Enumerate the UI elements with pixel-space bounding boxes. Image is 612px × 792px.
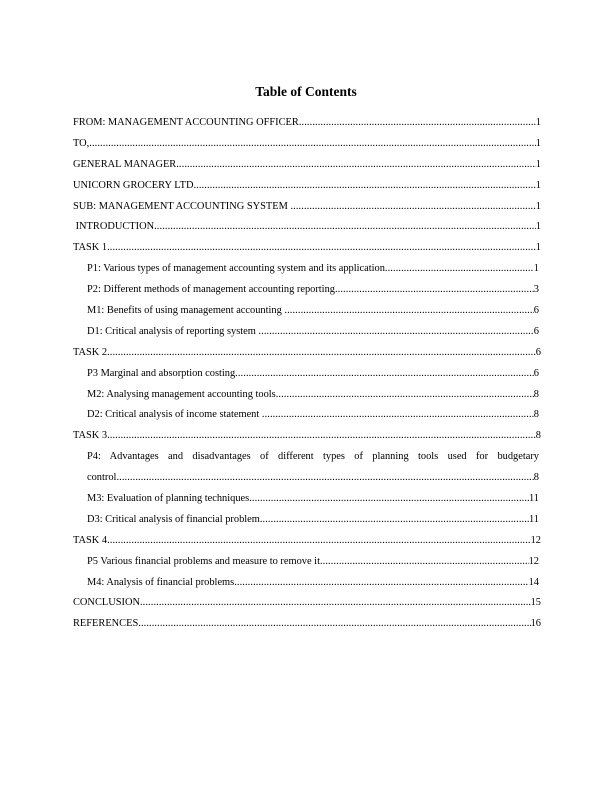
toc-entry[interactable] bbox=[73, 155, 541, 176]
toc-entry-text: M3: Evaluation of planning techniques bbox=[87, 493, 250, 505]
toc-entry[interactable] bbox=[73, 259, 539, 280]
toc-entry[interactable] bbox=[73, 301, 539, 322]
toc-entry-text: TASK 1 bbox=[73, 242, 108, 254]
toc-leader-dots bbox=[107, 531, 531, 552]
toc-entry-text: TASK 2 bbox=[73, 346, 108, 358]
toc-entry-text: TASK 4 bbox=[73, 534, 108, 546]
toc-leader-dots bbox=[299, 113, 536, 134]
toc-entry-text: P5 Various financial problems and measure to remove it bbox=[87, 555, 320, 567]
toc-entry-text: SUB: MANAGEMENT ACCOUNTING SYSTEM bbox=[73, 200, 291, 212]
toc-entry-page: 11 bbox=[528, 513, 539, 525]
toc-entry-text: UNICORN GROCERY LTD bbox=[73, 179, 194, 191]
toc-leader-dots bbox=[140, 593, 531, 614]
toc-entry[interactable] bbox=[73, 113, 541, 134]
toc-entry-text: D1: Critical analysis of reporting system bbox=[87, 325, 259, 337]
toc-leader-dots bbox=[116, 468, 533, 489]
toc-entry[interactable] bbox=[73, 510, 539, 531]
toc-entry-page: 6 bbox=[533, 367, 539, 379]
toc-leader-dots bbox=[107, 426, 536, 447]
toc-entry-text: P1: Various types of management accounting system and its application bbox=[87, 263, 385, 275]
toc-entry-line2 bbox=[87, 468, 539, 489]
toc-leader-dots bbox=[138, 614, 530, 635]
toc-leader-dots bbox=[262, 405, 534, 426]
toc-entry[interactable] bbox=[73, 176, 541, 197]
toc-entry-page: 8 bbox=[533, 472, 539, 484]
toc-entry-page: 1 bbox=[535, 242, 541, 254]
toc-entry-page: 1 bbox=[535, 200, 541, 212]
toc-leader-dots bbox=[335, 280, 534, 301]
toc-entry-page: 16 bbox=[530, 618, 541, 630]
toc-leader-dots bbox=[260, 510, 529, 531]
toc-entry-text: D3: Critical analysis of financial problem bbox=[87, 513, 260, 525]
toc-entry[interactable] bbox=[73, 489, 539, 510]
toc-entry-page: 6 bbox=[535, 346, 541, 358]
toc-entry-text: GENERAL MANAGER bbox=[73, 158, 177, 170]
toc-leader-dots bbox=[89, 134, 536, 155]
toc-entry[interactable] bbox=[73, 552, 539, 573]
toc-entry-text: CONCLUSION bbox=[73, 597, 140, 609]
toc-entry[interactable] bbox=[73, 197, 541, 218]
toc-entry-page: 14 bbox=[528, 576, 539, 588]
toc-entry-page: 11 bbox=[528, 493, 539, 505]
toc-leader-dots bbox=[235, 364, 534, 385]
toc-leader-dots bbox=[320, 552, 529, 573]
toc-entry-text: P3 Marginal and absorption costing bbox=[87, 367, 236, 379]
toc-entry[interactable] bbox=[73, 426, 541, 447]
toc-entry[interactable] bbox=[73, 447, 539, 489]
toc-entry-text: P2: Different methods of management accounting reporting bbox=[87, 284, 335, 296]
toc-leader-dots bbox=[107, 238, 536, 259]
toc-leader-dots bbox=[107, 343, 536, 364]
toc-entry-page: 1 bbox=[535, 179, 541, 191]
toc-entry-page: 1 bbox=[535, 137, 541, 149]
toc-entry-page: 12 bbox=[530, 534, 541, 546]
toc-entry[interactable] bbox=[73, 217, 541, 238]
toc-entry-page: 1 bbox=[535, 158, 541, 170]
toc-entry-text: FROM: MANAGEMENT ACCOUNTING OFFICER bbox=[73, 117, 299, 128]
toc-entry[interactable] bbox=[73, 531, 541, 552]
toc-entry-page: 12 bbox=[528, 555, 539, 567]
toc-entry[interactable] bbox=[73, 573, 539, 594]
toc-title: Table of Contents bbox=[255, 84, 357, 99]
toc-leader-dots bbox=[234, 573, 528, 594]
toc-entry-page: 15 bbox=[530, 597, 541, 609]
toc-leader-dots bbox=[193, 176, 535, 197]
toc-entry[interactable] bbox=[73, 405, 539, 426]
toc-entry-page: 8 bbox=[535, 430, 541, 442]
toc-entry-page: 1 bbox=[535, 221, 541, 233]
toc-entry-text-line1: P4: Advantages and disadvantages of different types of planning tools used for budgetary bbox=[87, 451, 539, 463]
toc-leader-dots bbox=[385, 259, 534, 280]
toc-entry[interactable] bbox=[73, 385, 539, 406]
toc-leader-dots bbox=[176, 155, 536, 176]
toc-entry[interactable] bbox=[73, 322, 539, 343]
toc-entry-page: 8 bbox=[533, 388, 539, 400]
toc-entry[interactable] bbox=[73, 593, 541, 614]
toc-entry-page: 8 bbox=[533, 409, 539, 421]
toc-entry[interactable] bbox=[73, 238, 541, 259]
toc-entry[interactable] bbox=[73, 280, 539, 301]
toc-entry-text: M4: Analysis of financial problems bbox=[87, 576, 235, 588]
toc-entry-page: 6 bbox=[533, 325, 539, 337]
toc-entry-text: REFERENCES bbox=[73, 618, 139, 630]
toc-leader-dots bbox=[249, 489, 529, 510]
toc-entry-page: 3 bbox=[533, 284, 539, 296]
toc-entry-text: D2: Critical analysis of income statement bbox=[87, 409, 262, 421]
toc-leader-dots bbox=[154, 217, 536, 238]
toc-entry-text: M2: Analysing management accounting tools bbox=[87, 388, 276, 400]
toc-leader-dots bbox=[290, 197, 535, 218]
toc-entry-page: 1 bbox=[535, 117, 541, 128]
toc-entry[interactable] bbox=[73, 134, 541, 155]
toc-list bbox=[73, 113, 543, 635]
toc-entry-text: TASK 3 bbox=[73, 430, 108, 442]
toc-entry-text: M1: Benefits of using management accounting bbox=[87, 305, 285, 317]
toc-entry[interactable] bbox=[73, 343, 541, 364]
toc-leader-dots bbox=[276, 385, 534, 406]
toc-leader-dots bbox=[258, 322, 533, 343]
toc-entry[interactable] bbox=[73, 614, 541, 635]
toc-entry-text-line2: control bbox=[87, 472, 117, 484]
toc-leader-dots bbox=[284, 301, 533, 322]
toc-entry[interactable] bbox=[73, 364, 539, 385]
toc-entry-text: TO, bbox=[73, 137, 90, 149]
toc-entry-page: 6 bbox=[533, 305, 539, 317]
toc-entry-text: INTRODUCTION bbox=[73, 221, 155, 233]
toc-entry-page: 1 bbox=[533, 263, 539, 275]
